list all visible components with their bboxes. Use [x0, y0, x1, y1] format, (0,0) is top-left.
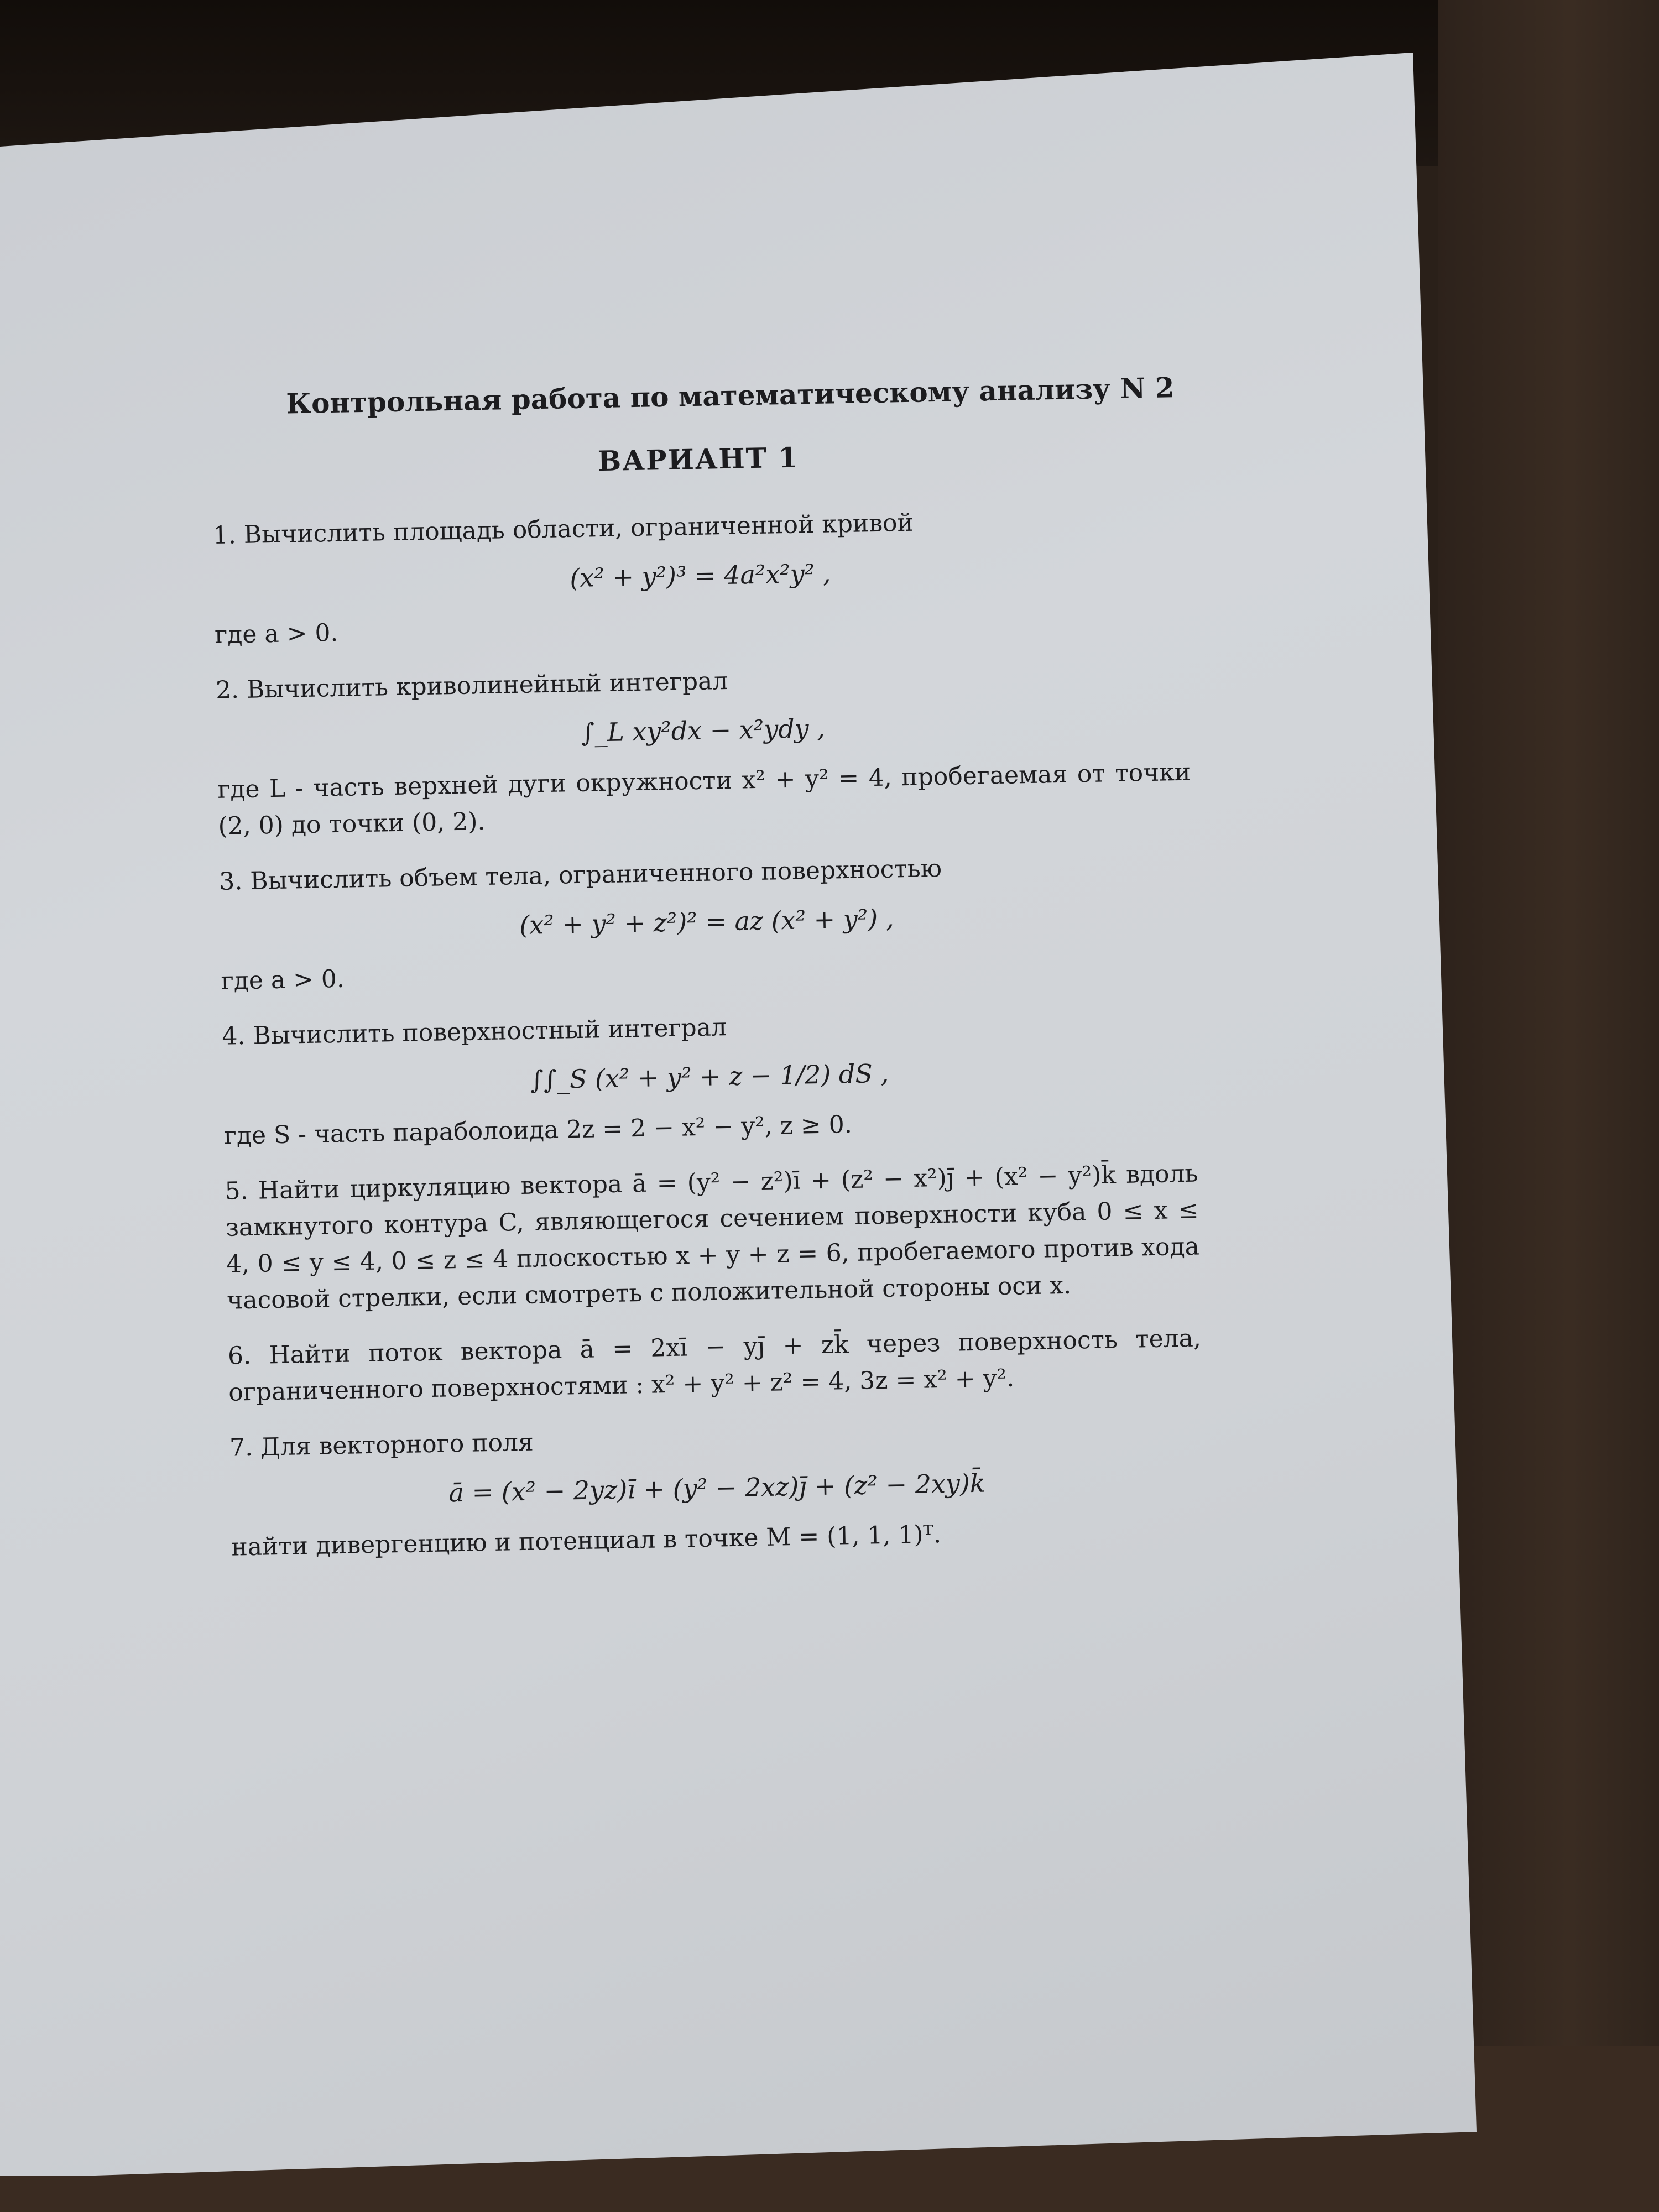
problem-7-text: 7. Для векторного поля [229, 1428, 534, 1462]
variant-heading: ВАРИАНТ 1 [597, 441, 799, 478]
problem-1-formula: (x² + y²)³ = 4a²x²y² , [569, 558, 831, 593]
problem-2 [215, 655, 1191, 845]
problem-2-note: где L - часть верхней дуги окружности x² + y² = 4, пробегаемая от точки (2, 0) до точки (0, 2). [217, 758, 1191, 841]
problem-6 [228, 1320, 1202, 1411]
background-table [1438, 0, 1659, 2212]
problem-7-formula: ā = (x² − 2yz)ī + (y² − 2xz)j̄ + (z² − 2xy)k̄ [448, 1468, 986, 1508]
problem-7 [229, 1412, 1205, 1566]
problem-3 [219, 846, 1194, 1000]
problem-4 [222, 1001, 1197, 1155]
problem-5-text: 5. Найти циркуляцию вектора ā = (y² − z²)ī + (z² − x²)j̄ + (x² − y²)k̄ вдоль замкнутого контура C, являющегося сечением поверхности куба 0 ≤ x ≤ 4, 0 ≤ y ≤ 4, 0 ≤ z ≤ 4 плоскостью x + y + z = 6, пробегаемого против хода часовой стрелки, если смотреть с положительной стороны оси x. [225, 1159, 1200, 1315]
problem-2-formula: ∫_L xy²dx − x²ydy , [581, 713, 826, 748]
problem-4-text: 4. Вычислить поверхностный интеграл [222, 1013, 727, 1051]
problem-3-note: где a > 0. [221, 964, 345, 995]
document-body [210, 369, 1205, 1585]
problem-4-note: где S - часть параболоида 2z = 2 − x² − y², z ≥ 0. [223, 1110, 853, 1150]
problem-3-formula: (x² + y² + z²)² = az (x² + y²) , [519, 903, 894, 940]
document-title: Контрольная работа по математическому анализу N 2 [285, 371, 1175, 420]
problem-6-text: 6. Найти поток вектора ā = 2xī − yj̄ + zk̄ через поверхность тела, ограниченного поверхностями : x² + y² + z² = 4, 3z = x² + y². [227, 1324, 1202, 1407]
problem-7-note: найти дивергенцию и потенциал в точке M = (1, 1, 1)ᵀ. [231, 1520, 942, 1562]
problem-1-note: где a > 0. [214, 618, 338, 649]
problem-4-formula: ∫∫_S (x² + y² + z − 1/2) dS , [530, 1058, 889, 1095]
problem-1 [212, 500, 1188, 654]
problem-2-text: 2. Вычислить криволинейный интеграл [215, 666, 728, 705]
problem-5 [225, 1156, 1201, 1319]
problem-1-text: 1. Вычислить площадь области, ограниченной кривой [212, 508, 914, 550]
problem-3-text: 3. Вычислить объем тела, ограниченного поверхностью [218, 854, 942, 896]
